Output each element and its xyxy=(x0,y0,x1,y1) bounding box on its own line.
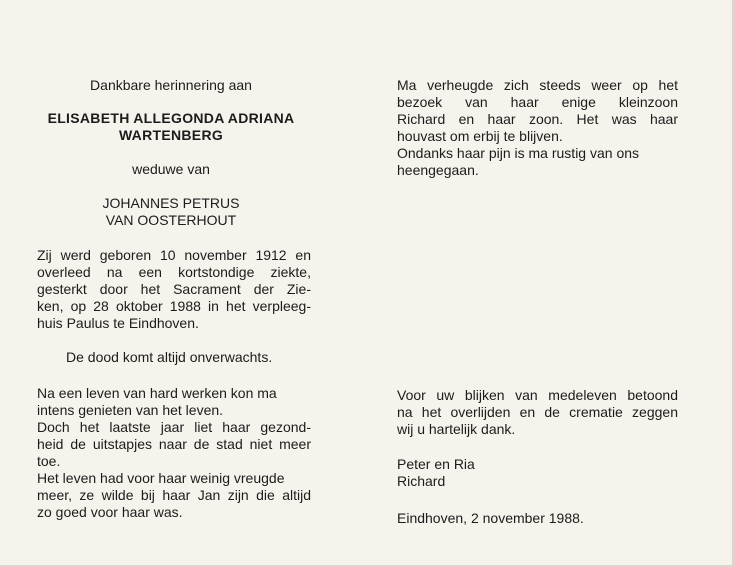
thanks-line: na het overlijden en de crematie zeggen xyxy=(397,404,678,420)
deceased-name-line1: ELISABETH ALLEGONDA ADRIANA xyxy=(47,110,295,126)
signatory-name: Peter en Ria xyxy=(397,456,475,472)
quote-text: De dood komt altijd onverwachts. xyxy=(66,349,273,365)
life-line: zo goed voor haar was. xyxy=(37,504,183,520)
life-line: Na een leven van hard werken kon ma xyxy=(37,385,277,401)
life-line: toe. xyxy=(37,453,61,469)
deceased-name-line2: WARTENBERG xyxy=(118,127,224,143)
life-line: Het leven had voor haar weinig vreugde xyxy=(37,470,285,486)
bio-line: overleed na een kortstondige ziekte, xyxy=(37,264,311,280)
bio-line: Zij werd geboren 10 november 1912 en xyxy=(37,247,311,263)
thanks-line: wij u hartelijk dank. xyxy=(397,421,516,437)
grandson-line: heengegaan. xyxy=(397,162,479,178)
widow-of-text: weduwe van xyxy=(132,161,210,177)
grandson-line: Ondanks haar pijn is ma rustig van ons xyxy=(397,145,640,161)
bio-line: gesterkt door het Sacrament der Zie- xyxy=(37,281,311,297)
intro-text: Dankbare herinnering aan xyxy=(90,77,252,93)
signatory-name: Richard xyxy=(397,473,446,489)
life-line: heid de uitstapjes naar de stad niet meer xyxy=(37,436,311,452)
grandson-line: Ma verheugde zich steeds weer op het xyxy=(397,77,678,93)
life-line: intens genieten van het leven. xyxy=(37,402,224,418)
husband-name-line2: VAN OOSTERHOUT xyxy=(105,212,237,228)
life-line: meer, ze wilde bij haar Jan zijn die altijd xyxy=(37,487,311,503)
grandson-line: bezoek van haar enige kleinzoon xyxy=(397,94,678,110)
husband-name-line1: JOHANNES PETRUS xyxy=(102,195,240,211)
bio-line: ken, op 28 oktober 1988 in het verpleeg- xyxy=(37,298,311,314)
thanks-line: Voor uw blijken van medeleven betoond xyxy=(397,387,678,403)
life-line: Doch het laatste jaar liet haar gezond- xyxy=(37,419,311,435)
grandson-line: houvast om erbij te blijven. xyxy=(397,128,563,144)
bio-line: huis Paulus te Eindhoven. xyxy=(37,315,199,331)
place-date: Eindhoven, 2 november 1988. xyxy=(397,510,584,526)
grandson-line: Richard en haar zoon. Het was haar xyxy=(397,111,678,127)
